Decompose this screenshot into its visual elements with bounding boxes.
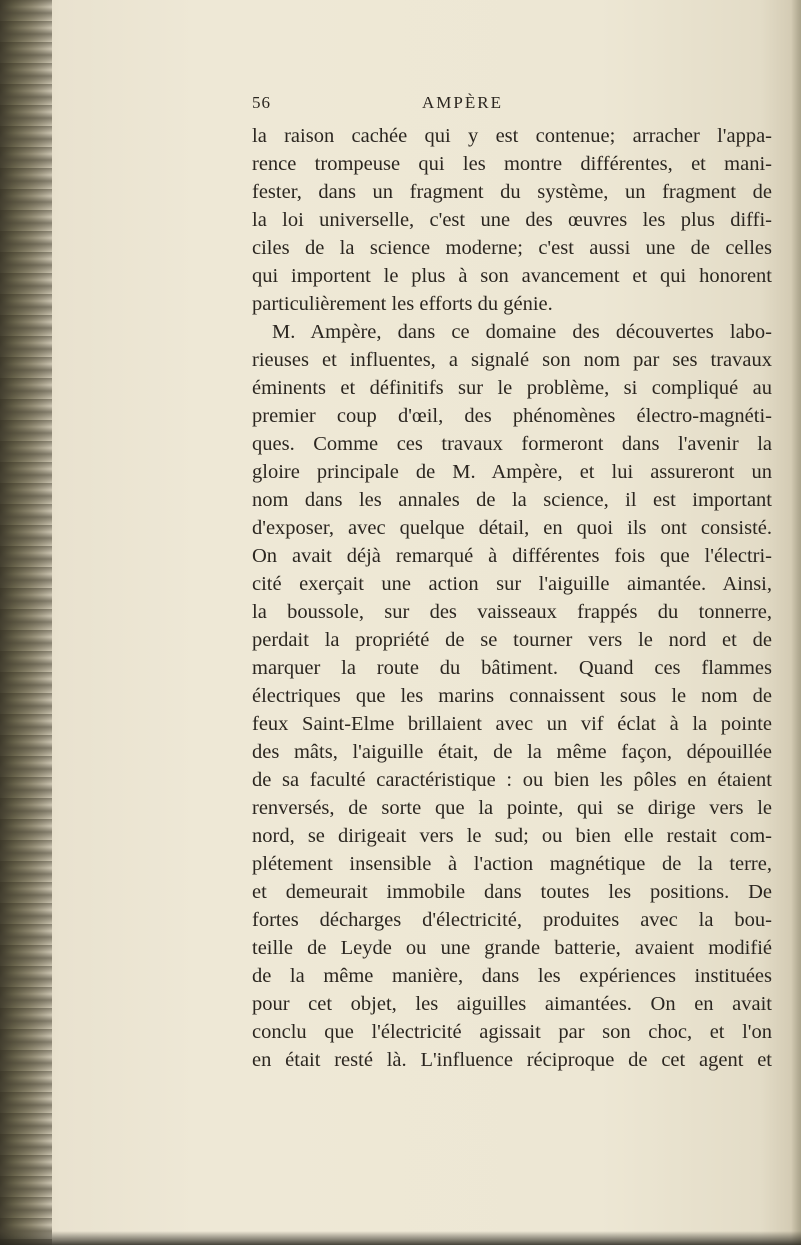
text-line: éminents et définitifs sur le problème, si compliqué au bbox=[252, 377, 772, 399]
text-line: des mâts, l'aiguille était, de la même façon, dépouillée bbox=[252, 741, 772, 763]
text-line: d'exposer, avec quelque détail, en quoi ils ont consisté. bbox=[252, 517, 772, 539]
page-header bbox=[252, 93, 772, 117]
text-line: nom dans les annales de la science, il est important bbox=[252, 489, 772, 511]
text-line: feux Saint-Elme brillaient avec un vif éclat à la pointe bbox=[252, 713, 772, 735]
text-line: ciles de la science moderne; c'est aussi une de celles bbox=[252, 237, 772, 259]
page-right-edge bbox=[791, 0, 801, 1245]
text-line: perdait la propriété de se tourner vers le nord et de bbox=[252, 629, 772, 651]
text-line: renversés, de sorte que la pointe, qui se dirige vers le bbox=[252, 797, 772, 819]
text-line: la loi universelle, c'est une des œuvres les plus diffi- bbox=[252, 209, 772, 231]
text-line: de la même manière, dans les expériences instituées bbox=[252, 965, 772, 987]
text-line: électriques que les marins connaissent sous le nom de bbox=[252, 685, 772, 707]
text-line: conclu que l'électricité agissait par son choc, et l'on bbox=[252, 1021, 772, 1043]
text-line: ques. Comme ces travaux formeront dans l'avenir la bbox=[252, 433, 772, 455]
text-line: en était resté là. L'influence réciproque de cet agent et bbox=[252, 1049, 772, 1071]
book-binding-edge bbox=[0, 0, 52, 1245]
page-number: 56 bbox=[252, 93, 271, 112]
text-line: fortes décharges d'électricité, produites avec la bou- bbox=[252, 909, 772, 931]
text-line: qui importent le plus à son avancement et qui honorent bbox=[252, 265, 772, 287]
text-line: la raison cachée qui y est contenue; arracher l'appa- bbox=[252, 125, 772, 147]
text-line: On avait déjà remarqué à différentes fois que l'électri- bbox=[252, 545, 772, 567]
text-line: premier coup d'œil, des phénomènes électro-magnéti- bbox=[252, 405, 772, 427]
text-line: gloire principale de M. Ampère, et lui assureront un bbox=[252, 461, 772, 483]
text-line: la boussole, sur des vaisseaux frappés du tonnerre, bbox=[252, 601, 772, 623]
body-text bbox=[252, 122, 772, 1074]
text-line: et demeurait immobile dans toutes les positions. De bbox=[252, 881, 772, 903]
text-line: plétement insensible à l'action magnétique de la terre, bbox=[252, 853, 772, 875]
text-line: teille de Leyde ou une grande batterie, avaient modifié bbox=[252, 937, 772, 959]
text-line: rence trompeuse qui les montre différentes, et mani- bbox=[252, 153, 772, 175]
text-line: cité exerçait une action sur l'aiguille aimantée. Ainsi, bbox=[252, 573, 772, 595]
page-bottom-shadow bbox=[0, 1231, 801, 1245]
text-line: pour cet objet, les aiguilles aimantées. On en avait bbox=[252, 993, 772, 1015]
text-line: marquer la route du bâtiment. Quand ces flammes bbox=[252, 657, 772, 679]
text-line: M. Ampère, dans ce domaine des découvertes labo- bbox=[272, 321, 772, 343]
text-line: nord, se dirigeait vers le sud; ou bien elle restait com- bbox=[252, 825, 772, 847]
text-line: fester, dans un fragment du système, un fragment de bbox=[252, 181, 772, 203]
running-title: AMPÈRE bbox=[422, 93, 503, 112]
text-line: de sa faculté caractéristique : ou bien les pôles en étaient bbox=[252, 769, 772, 791]
text-line: rieuses et influentes, a signalé son nom par ses travaux bbox=[252, 349, 772, 371]
text-line: particulièrement les efforts du génie. bbox=[252, 293, 553, 315]
